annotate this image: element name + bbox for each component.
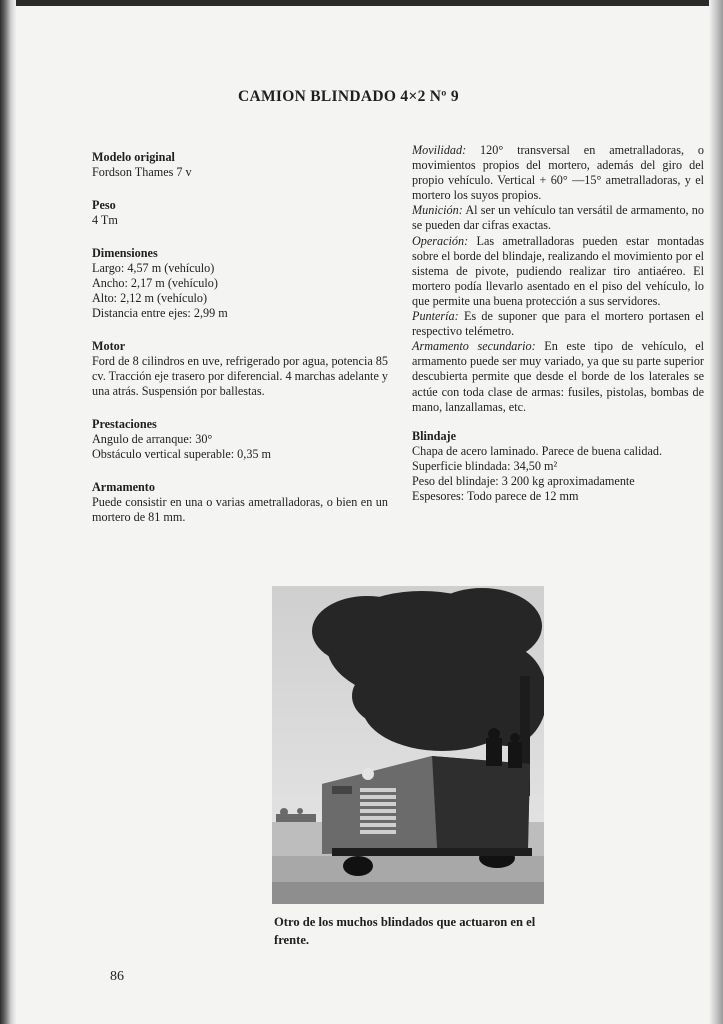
paragraph-punteria <box>412 309 704 339</box>
section-peso <box>92 198 388 228</box>
label-movilidad: Movilidad: <box>412 143 467 157</box>
label-armamento-secundario: Armamento secundario: <box>412 339 536 354</box>
dimension-alto: Alto: 2,12 m (vehículo) <box>92 291 208 305</box>
page-number: 86 <box>110 969 124 984</box>
photo-caption: Otro de los muchos blindados que actuaron en el frente. <box>274 915 536 947</box>
text-operacion: Las ametralladoras pueden estar montadas sobre el borde del blindaje, realizando el movimiento por el sistema de pivote, pudiendo realizar tiro antiaéreo. El mortero podía llevarlo asentado en el piso del vehículo, lo que permite una buena protección a sus servidores. <box>412 233 704 308</box>
paragraph-municion <box>412 203 704 233</box>
section-prestaciones <box>92 417 388 462</box>
dimension-distancia-ejes: Distancia entre ejes: 2,99 m <box>92 306 228 320</box>
page-edge-shadow <box>709 0 723 1024</box>
label-punteria: Puntería: <box>412 309 459 324</box>
prestacion-obstaculo: Obstáculo vertical superable: 0,35 m <box>92 447 272 461</box>
prestacion-angulo: Angulo de arranque: 30° <box>92 432 213 446</box>
paragraph-movilidad <box>412 143 704 203</box>
section-motor <box>92 339 388 399</box>
section-modelo <box>92 150 388 180</box>
dimension-largo: Largo: 4,57 m (vehículo) <box>92 261 215 275</box>
modelo-value: Fordson Thames 7 v <box>92 165 192 179</box>
label-municion: Munición: <box>412 203 463 218</box>
blindaje-espesores: Espesores: Todo parece de 12 mm <box>412 489 579 504</box>
paragraph-armamento-secundario <box>412 339 704 414</box>
blindaje-peso: Peso del blindaje: 3 200 kg aproximadamente <box>412 473 635 488</box>
armored-truck-photo <box>272 586 544 904</box>
armored-truck-illustration <box>272 586 544 904</box>
armamento-text: Puede consistir en una o varias ametralladoras, o bien en un mortero de 81 mm. <box>92 495 388 524</box>
page-title: CAMION BLINDADO 4×2 Nº 9 <box>238 88 459 105</box>
paragraph-operacion <box>412 234 704 309</box>
dimension-ancho: Ancho: 2,17 m (vehículo) <box>92 276 218 290</box>
heading-modelo: Modelo original <box>92 150 175 164</box>
text-municion: Al ser un vehículo tan versátil de armamento, no se pueden dar cifras exactas. <box>412 203 704 233</box>
blindaje-superficie: Superficie blindada: 34,50 m² <box>412 458 558 473</box>
section-armamento <box>92 480 388 525</box>
peso-value: 4 Tm <box>92 213 118 227</box>
top-edge <box>0 0 723 6</box>
heading-motor: Motor <box>92 339 126 353</box>
specs-right-column <box>412 143 704 504</box>
heading-armamento: Armamento <box>92 480 155 494</box>
motor-text: Ford de 8 cilindros en uve, refrigerado por agua, potencia 85 cv. Tracción eje trasero por diferencial. 4 marchas adelante y una atrás. Suspensión por ballestas. <box>92 354 388 398</box>
section-blindaje <box>412 429 704 504</box>
blindaje-chapa: Chapa de acero laminado. Parece de buena calidad. <box>412 443 663 458</box>
text-armamento-secundario: En este tipo de vehículo, el armamento puede ser muy variado, ya que su parte superior descubierta permite que desde el borde de los laterales se actúe con toda clase de armas: fusiles, pistolas, bombas de mano, lanzallamas, etc. <box>412 339 704 414</box>
text-punteria: Es de suponer que para el mortero portasen el respectivo telémetro. <box>412 309 704 339</box>
heading-prestaciones: Prestaciones <box>92 417 157 431</box>
section-dimensiones <box>92 246 388 321</box>
heading-blindaje: Blindaje <box>412 428 457 443</box>
heading-peso: Peso <box>92 198 116 212</box>
heading-dimensiones: Dimensiones <box>92 246 158 260</box>
text-movilidad: 120° transversal en ametralladoras, o movimientos propios del mortero, además del giro del propio vehículo. Vertical + 60° —15° ametralladoras, y el mortero los suyos propios. <box>412 143 704 203</box>
book-spine-shadow <box>0 0 16 1024</box>
specs-left-column <box>92 150 388 543</box>
label-operacion: Operación: <box>412 233 469 248</box>
